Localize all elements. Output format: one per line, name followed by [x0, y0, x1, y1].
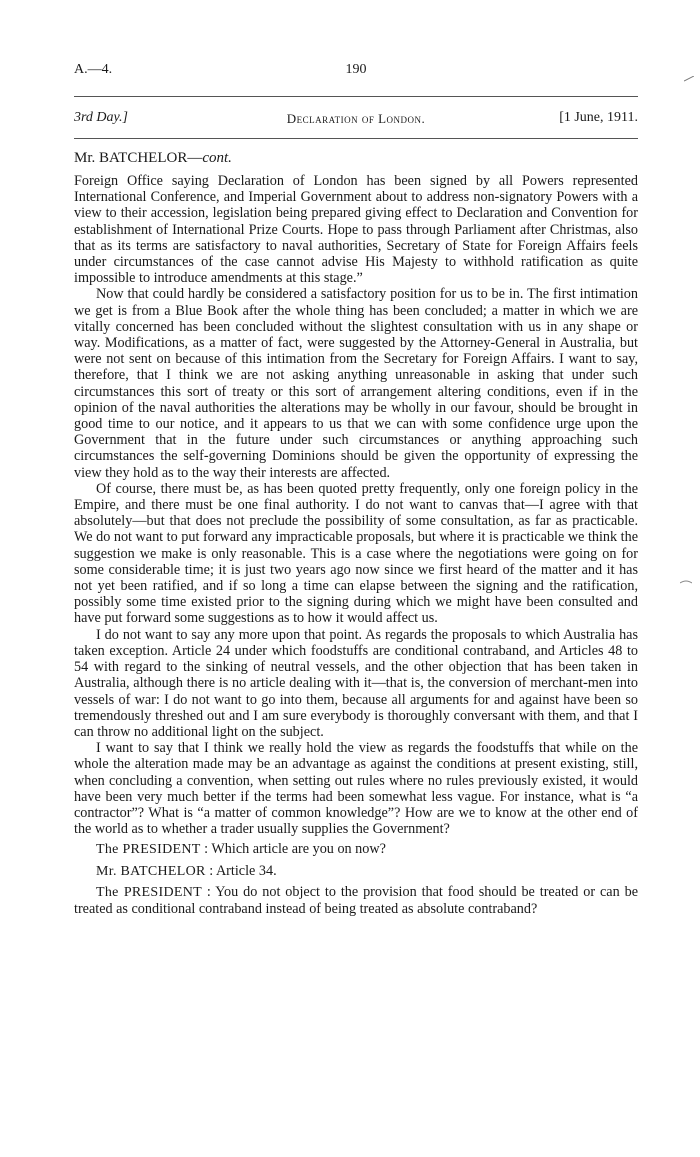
header-rule-bottom [74, 138, 638, 139]
dialogue-text: : Article 34. [209, 862, 277, 879]
dialogue-line [74, 863, 638, 880]
running-head-title: Declaration of London. [286, 111, 426, 126]
speaker-heading [74, 150, 232, 167]
speaker-name: Mr. BATCHELOR— [74, 150, 203, 166]
paragraph: Now that could hardly be considered a satisfactory position for us to be in. The first intimation we get is from a Blue Book after the whole thing has been concluded; a matter in which we are vitally concerned has been concluded without the slightest consultation with us in any shape or way. Modifications, as a matter of fact, were suggested by the Attorney-General in Australia, but were not sent on because of this intimation from the Secretary for Foreign Affairs. I want to say, therefore, that I think we are not asking anything unreasonable in asking that under such circumstances this sort of treaty or this sort of arrangement altering conditions, even if in the opinion of the naval authorities the alterations may be wholly in our favour, should be brought in good time to our notice, and it appears to us that we can with some confidence urge upon the Government that in the future under such circumstances or anything approaching such circumstances the self-governing Dominions should be given the opportunity of expressing the view they hold as to the way their interests are affected. [74, 286, 638, 481]
dialogue-line [74, 884, 638, 917]
dialogue-text: : You do not object to the provision that food should be treated or can be treated as conditional contraband instead of being treated as absolute contraband? [74, 883, 638, 917]
body-text [74, 173, 638, 917]
running-head [74, 110, 638, 128]
dialogue-speaker: The PRESIDENT [96, 842, 201, 858]
speaker-continued: cont. [202, 150, 232, 166]
header-rule-top [74, 96, 638, 97]
running-head-day: 3rd Day.] [74, 110, 128, 125]
document-reference: A.—4. [74, 62, 113, 77]
margin-mark-icon [680, 580, 692, 584]
margin-mark-icon [684, 76, 694, 82]
dialogue-speaker: The PRESIDENT [96, 884, 202, 900]
running-head-date: [1 June, 1911. [559, 110, 638, 125]
paragraph: Foreign Office saying Declaration of London has been signed by all Powers represented International Conference, and Imperial Government about to address non-signatory Powers with a view to their accession, legislation being prepared giving effect to Declaration and Convention for establishment of International Prize Courts. Hope to pass through Parliament after Christmas, also that as its terms are satisfactory to naval authorities, Secretary of State for Foreign Affairs feels under circumstances of the case cannot advise His Majesty to withhold ratification as quite impossible to introduce amendments at this stage.” [74, 173, 638, 287]
paragraph: I want to say that I think we really hold the view as regards the foodstuffs that while on the whole the alteration made may be an advantage as against the conditions at present existing, still, when concluding a convention, when setting out rules where no rules previously existed, it would have been very much better if the terms had been somewhat less vague. For instance, what is “a contractor”? What is “a matter of common knowledge”? How are we to know at the other end of the world as to whether a trader usually supplies the Government? [74, 740, 638, 838]
dialogue-speaker: Mr. BATCHELOR [96, 863, 206, 879]
dialogue-line [74, 841, 638, 858]
page-number: 190 [345, 62, 367, 77]
dialogue-text: : Which article are you on now? [204, 841, 386, 858]
paragraph: I do not want to say any more upon that point. As regards the proposals to which Australia has taken exception. Article 24 under which foodstuffs are conditional contraband, and Articles 48 to 54 with regard to the sinking of neutral vessels, and the other objection that has been taken in Australia, although there is no article dealing with it—that is, the conversion of merchant-men into vessels of war: I do not want to go into them, because all arguments for and against have been so tremendously threshed out and I am sure everybody is thoroughly conversant with them, and that I can throw no additional light on the subject. [74, 626, 638, 740]
paragraph: Of course, there must be, as has been quoted pretty frequently, only one foreign policy in the Empire, and there must be one final authority. I do not want to canvas that—I agree with that absolutely—but that does not preclude the possibility of some consultation, as far as practicable. We do not want to put forward any impracticable proposals, but where it is practicable we think the suggestion we make is only reasonable. This is a case where the negotiations were going on for some considerable time; it is just two years ago now since we first heard of the matter and it has not yet been ratified, and if so long a time can elapse between the signing and the ratification, possibly some time existed prior to the signing during which we might have been consulted and have put forward some suggestions as to how it would affect us. [74, 480, 638, 627]
